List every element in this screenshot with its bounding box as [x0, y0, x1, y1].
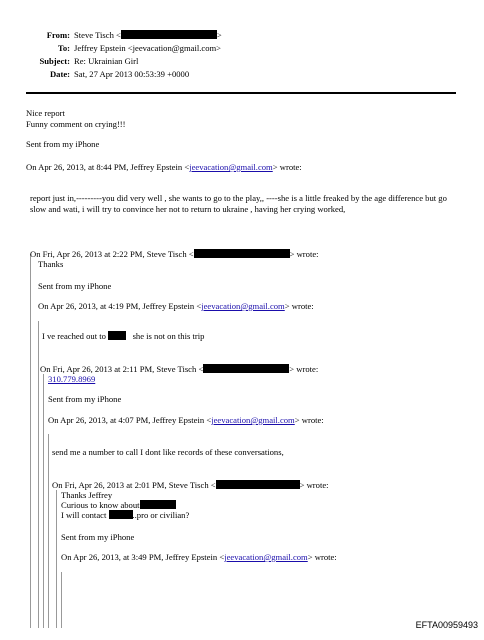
body-line-1: Nice report	[26, 108, 65, 118]
redaction-box	[108, 331, 126, 340]
signature-1: Sent from my iPhone	[26, 139, 100, 149]
quote-header-5: On Apr 26, 2013, at 4:07 PM, Jeffrey Epstein <jeevacation@gmail.com> wrote:	[48, 415, 324, 425]
signature-3: Sent from my iPhone	[48, 394, 122, 404]
quote-header-6: On Fri, Apr 26, 2013 at 2:01 PM, Steve Tisch < > wrote:	[52, 480, 329, 490]
redaction-box	[203, 364, 289, 373]
signature-4: Sent from my iPhone	[61, 532, 135, 542]
redaction-box	[121, 30, 217, 39]
redaction-box	[109, 510, 133, 519]
call-request-text: send me a number to call I dont like records of these conversations,	[52, 447, 284, 457]
quote-bar-1	[30, 254, 31, 628]
subject-value: Re: Ukrainian Girl	[74, 56, 139, 66]
quote-bar-5	[56, 490, 57, 628]
redaction-box	[194, 249, 290, 258]
from-end: >	[216, 30, 222, 40]
quote-header-4: On Fri, Apr 26, 2013 at 2:11 PM, Steve Tisch < > wrote:	[40, 364, 319, 374]
quote-header-3: On Apr 26, 2013, at 4:19 PM, Jeffrey Epstein <jeevacation@gmail.com> wrote:	[38, 301, 314, 311]
header-subject	[24, 56, 138, 67]
to-label: To:	[57, 43, 70, 53]
bates-number: EFTA00959493	[415, 620, 478, 630]
header-date	[24, 69, 189, 80]
quote-bar-3	[43, 374, 44, 628]
date-label: Date:	[49, 69, 70, 79]
from-name: Steve Tisch <	[74, 30, 121, 40]
body-line-2: Funny comment on crying!!!	[26, 119, 126, 129]
email-link[interactable]: jeevacation@gmail.com	[201, 301, 285, 311]
header-to	[24, 43, 221, 54]
quote-header-1: On Apr 26, 2013, at 8:44 PM, Jeffrey Epstein <jeevacation@gmail.com> wrote:	[26, 162, 302, 172]
email-link[interactable]: jeevacation@gmail.com	[189, 162, 273, 172]
date-value: Sat, 27 Apr 2013 00:53:39 +0000	[74, 69, 190, 79]
header-divider	[26, 92, 456, 94]
thanks-text: Thanks	[38, 259, 64, 269]
email-link[interactable]: jeevacation@gmail.com	[224, 552, 308, 562]
to-value: Jeffrey Epstein <jeevacation@gmail.com>	[74, 43, 222, 53]
quote-header-7: On Apr 26, 2013, at 3:49 PM, Jeffrey Epstein <jeevacation@gmail.com> wrote:	[61, 552, 337, 562]
quote-header-2: On Fri, Apr 26, 2013 at 2:22 PM, Steve Tisch < > wrote:	[30, 249, 319, 259]
header-from	[24, 30, 222, 41]
quote-bar-2	[38, 321, 39, 628]
contact-line: I will contact ..pro or civilian?	[61, 510, 190, 520]
signature-2: Sent from my iPhone	[38, 281, 112, 291]
from-label: From:	[46, 30, 70, 40]
redaction-box	[140, 500, 176, 509]
email-link[interactable]: jeevacation@gmail.com	[211, 415, 295, 425]
thanks-jeffrey-text: Thanks Jeffrey	[61, 490, 113, 500]
quote-bar-4	[48, 434, 49, 628]
subject-label: Subject:	[39, 56, 70, 66]
quote-bar-6	[61, 572, 62, 628]
report-text: report just in,---------you did very well , she wants to go to the play,, ----she is a little freaked by the age difference but go slow and wati, i will try to convince her not to return to ukraine , having her crying worked,	[30, 193, 447, 214]
curious-line: Curious to know about	[61, 500, 176, 511]
redaction-box	[216, 480, 300, 489]
phone-link[interactable]: 310.779.8969	[48, 374, 96, 384]
reached-out-line: I ve reached out to she is not on this trip	[42, 331, 205, 341]
